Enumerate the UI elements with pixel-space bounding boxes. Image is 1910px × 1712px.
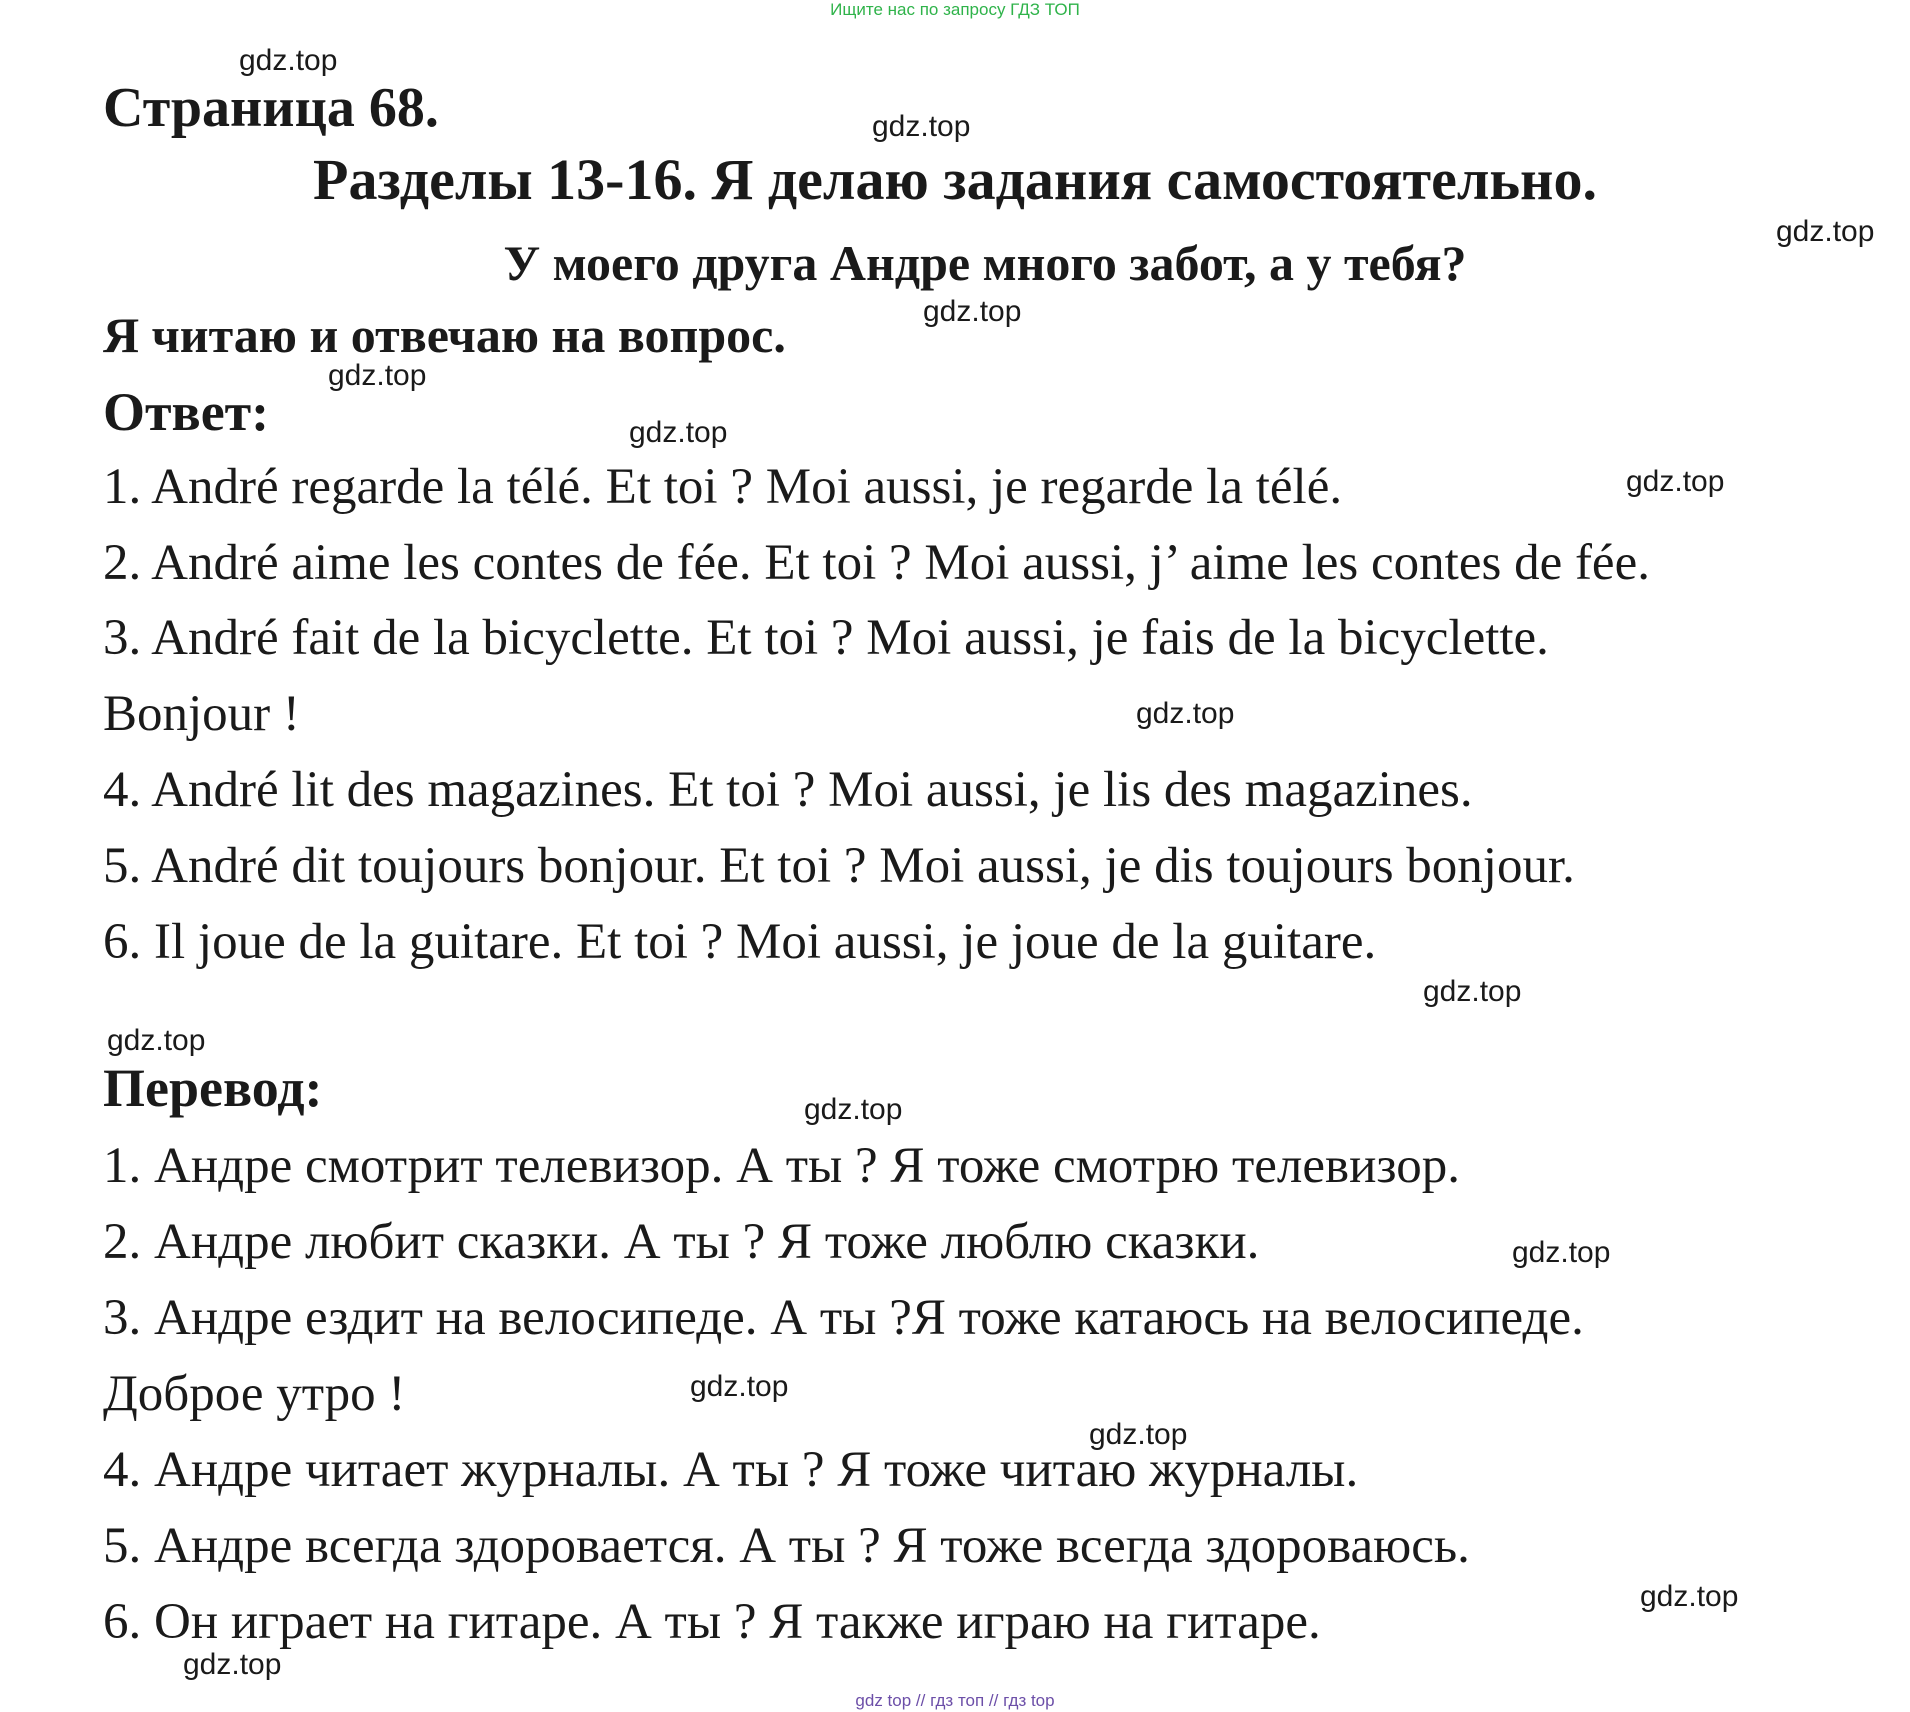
watermark: gdz.top [1776,215,1875,248]
watermark: gdz.top [1512,1236,1611,1269]
translation-line: 3. Андре ездит на велосипеде. А ты ?Я тоже катаюсь на велосипеде. [103,1290,1584,1346]
translation-label: Перевод: [103,1058,323,1118]
translation-line: 2. Андре любит сказки. А ты ? Я тоже люблю сказки. [103,1214,1260,1270]
watermark: gdz.top [690,1370,789,1403]
task-heading: Я читаю и отвечаю на вопрос. [103,307,786,363]
bottom-banner: gdz top // гдз топ // гдз top [855,1691,1055,1710]
answer-line: 3. André fait de la bicyclette. Et toi ? Moi aussi, je fais de la bicyclette. [103,610,1549,666]
watermark: gdz.top [1626,465,1725,498]
watermark: gdz.top [239,44,338,77]
answer-line: 4. André lit des magazines. Et toi ? Moi aussi, je lis des magazines. [103,762,1473,818]
answer-line: 5. André dit toujours bonjour. Et toi ? Moi aussi, je dis toujours bonjour. [103,838,1575,894]
watermark: gdz.top [183,1648,282,1681]
watermark: gdz.top [107,1024,206,1057]
subtitle: У моего друга Андре много забот, а у тебя? [503,235,1467,291]
translation-line: 6. Он играет на гитаре. А ты ? Я также играю на гитаре. [103,1594,1321,1650]
watermark: gdz.top [804,1093,903,1126]
watermark: gdz.top [1423,975,1522,1008]
section-title: Разделы 13-16. Я делаю задания самостоятельно. [313,147,1597,212]
answer-line: Bonjour ! [103,686,300,742]
watermark: gdz.top [328,359,427,392]
translation-line: 5. Андре всегда здоровается. А ты ? Я тоже всегда здороваюсь. [103,1518,1470,1574]
translation-line: 4. Андре читает журналы. А ты ? Я тоже читаю журналы. [103,1442,1359,1498]
watermark: gdz.top [1089,1418,1188,1451]
page-heading: Страница 68. [103,77,439,139]
watermark: gdz.top [1136,697,1235,730]
answer-line: 2. André aime les contes de fée. Et toi ? Moi aussi, j’ aime les contes de fée. [103,535,1650,591]
answer-line: 6. Il joue de la guitare. Et toi ? Moi aussi, je joue de la guitare. [103,914,1377,970]
translation-line: Доброе утро ! [103,1366,406,1422]
watermark: gdz.top [629,416,728,449]
top-banner: Ищите нас по запросу ГДЗ ТОП [830,0,1080,19]
watermark: gdz.top [872,110,971,143]
watermark: gdz.top [1640,1580,1739,1613]
answer-line: 1. André regarde la télé. Et toi ? Moi aussi, je regarde la télé. [103,459,1343,515]
translation-line: 1. Андре смотрит телевизор. А ты ? Я тоже смотрю телевизор. [103,1138,1460,1194]
watermark: gdz.top [923,295,1022,328]
answer-label: Ответ: [103,382,270,442]
